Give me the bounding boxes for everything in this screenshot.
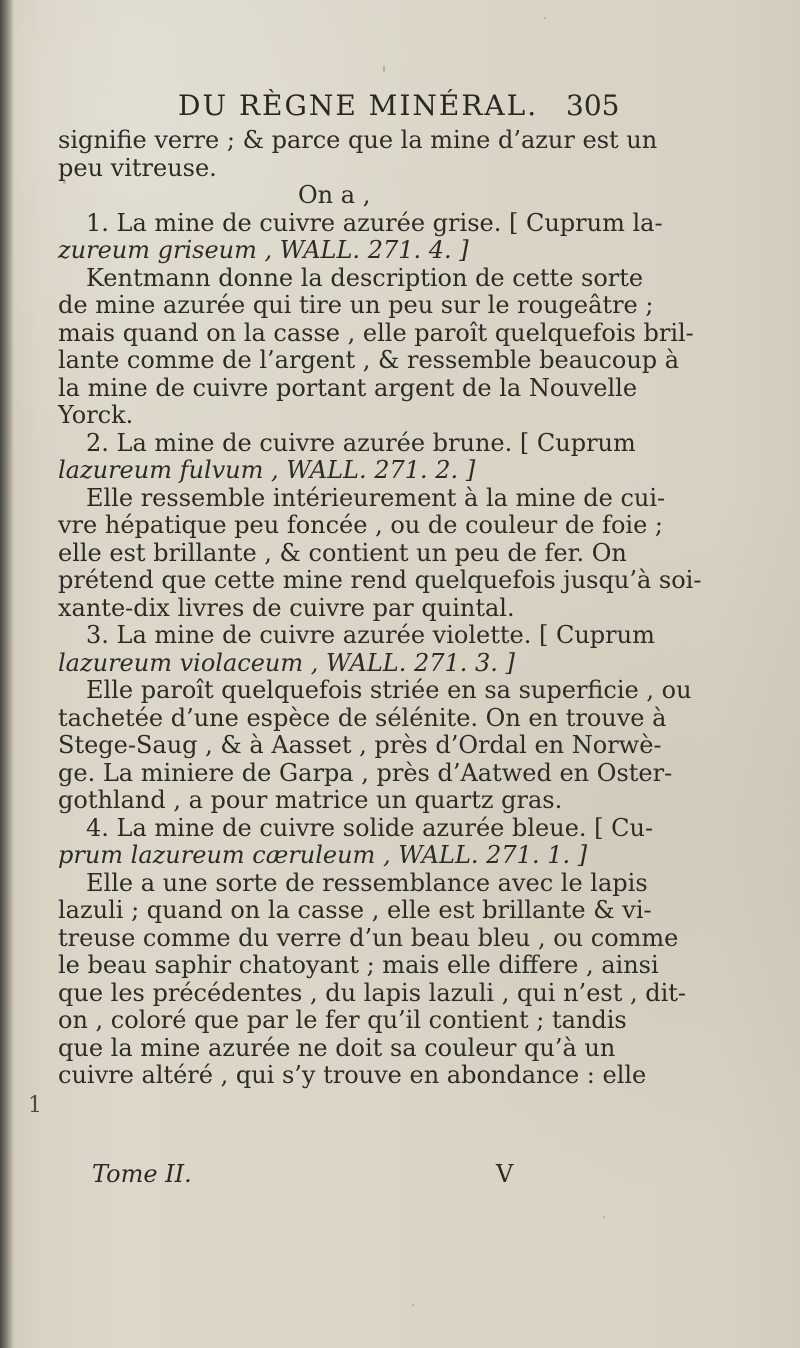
text-line: xante-dix livres de cuivre par quintal. <box>58 593 515 622</box>
text-line: vre hépatique peu foncée , ou de couleur de foie ; <box>58 511 663 539</box>
text-line: ge. La miniere de Garpa , près d’Aatwed en Oster- <box>58 758 673 787</box>
text-line: Kentmann donne la description de cette sorte <box>86 263 644 292</box>
text-line: tachetée d’une espèce de sélénite. On en trouve à <box>58 703 667 732</box>
text-line: gothland , a pour matrice un quartz gras. <box>58 786 563 814</box>
paper-speck <box>603 1216 605 1218</box>
page-spine-shadow <box>0 0 14 1348</box>
text-line: prum lazureum cæruleum , WALL. 271. 1. ] <box>58 841 588 869</box>
margin-mark: 1 <box>28 1093 42 1118</box>
text-line: Elle ressemble intérieurement à la mine de cui- <box>86 483 666 512</box>
text-line: elle est brillante , & contient un peu de fer. On <box>58 538 627 567</box>
text-line: la mine de cuivre portant argent de la Nouvelle <box>58 373 638 402</box>
text-line: mais quand on la casse , elle paroît quelquefois bril- <box>58 318 694 347</box>
text-line: Yorck. <box>58 401 134 429</box>
text-line: lazureum fulvum , WALL. 271. 2. ] <box>58 456 476 484</box>
text-line: lante comme de l’argent , & ressemble beaucoup à <box>58 346 680 374</box>
text-line: peu vitreuse. <box>58 153 217 182</box>
text-line: Elle paroît quelquefois striée en sa superficie , ou <box>86 676 692 704</box>
text-line: on , coloré que par le fer qu’il contient ; tandis <box>58 1006 627 1034</box>
text-line: le beau saphir chatoyant ; mais elle differe , ainsi <box>58 951 659 979</box>
paper-speck <box>544 17 546 19</box>
text-line: que les précédentes , du lapis lazuli , qui n’est , dit- <box>58 978 687 1007</box>
text-line: treuse comme du verre d’un beau bleu , ou comme <box>58 923 679 952</box>
text-line: que la mine azurée ne doit sa couleur qu’à un <box>58 1033 616 1062</box>
text-line: 4. La mine de cuivre solide azurée bleue. [ Cu- <box>86 813 654 842</box>
text-line: de mine azurée qui tire un peu sur le rougeâtre ; <box>58 291 654 319</box>
body-text <box>58 126 702 1157</box>
text-line: Elle a une sorte de ressemblance avec le lapis <box>86 868 648 897</box>
page-number: 305 <box>566 89 620 122</box>
text-line: On a , <box>298 181 371 209</box>
text-line: signifie verre ; & parce que la mine d’azur est un <box>58 126 658 154</box>
text-line: lazuli ; quand on la casse , elle est brillante & vi- <box>58 896 652 924</box>
running-header: DU RÈGNE MINÉRAL. <box>178 89 539 122</box>
text-line: 2. La mine de cuivre azurée brune. [ Cuprum <box>86 428 636 457</box>
text-line: cuivre altéré , qui s’y trouve en abondance : elle <box>58 1061 647 1089</box>
text-line: Stege-Saug , & à Aasset , près d’Ordal en Norwè- <box>58 731 662 759</box>
text-line: prétend que cette mine rend quelquefois jusqu’à soi- <box>58 566 702 594</box>
text-line: lazureum violaceum , WALL. 271. 3. ] <box>58 648 515 677</box>
gathering-mark: V <box>496 1160 514 1188</box>
text-line: 1. La mine de cuivre azurée grise. [ Cuprum la- <box>86 208 663 237</box>
text-line: 3. La mine de cuivre azurée violette. [ Cuprum <box>86 621 655 649</box>
text-line: zureum griseum , WALL. 271. 4. ] <box>58 236 469 264</box>
signature-mark: Tome II. <box>92 1160 192 1188</box>
paper-speck <box>412 1304 414 1306</box>
paper-speck <box>383 65 385 73</box>
